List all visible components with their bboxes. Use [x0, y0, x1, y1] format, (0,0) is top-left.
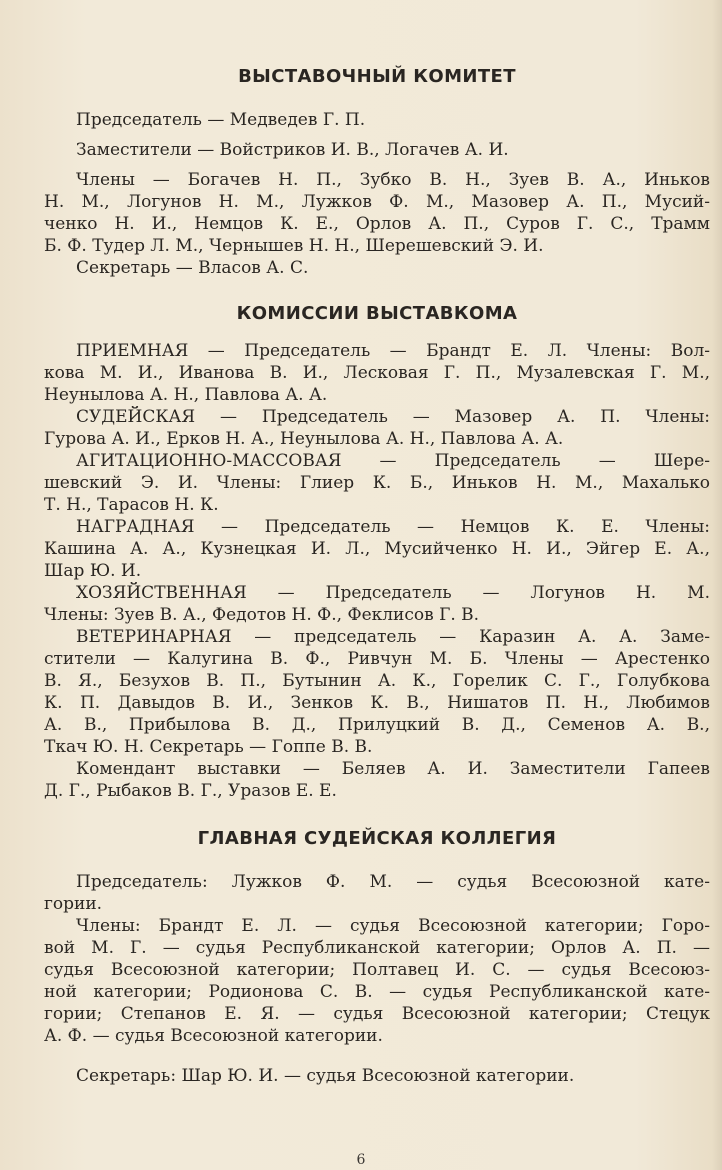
page-number: 6: [356, 1152, 366, 1168]
spacer: [44, 131, 710, 139]
commission-line-19: Ткач Ю. Н. Секретарь — Гоппе В. В.: [44, 737, 373, 757]
commission-line-18: А. В., Прибылова В. Д., Прилуцкий В. Д., Семенов А. В.,: [44, 715, 710, 735]
spacer: [44, 161, 710, 169]
commission-line-8: Т. Н., Тарасов Н. К.: [44, 495, 219, 515]
committee-chairman: Председатель — Медведев Г. П.: [76, 110, 366, 130]
judges-secretary: Секретарь: Шар Ю. И. — судья Всесоюзной категории.: [76, 1066, 575, 1086]
judges-line-3: Члены: Брандт Е. Л. — судья Всесоюзной категории; Горо-: [76, 916, 710, 936]
commission-line-2: кова М. И., Иванова В. И., Лесковая Г. П., Музалевская Г. М.,: [44, 363, 710, 383]
heading-exhibition-committee: ВЫСТАВОЧНЫЙ КОМИТЕТ: [238, 66, 516, 87]
judges-line-4: вой М. Г. — судья Республиканской категории; Орлов А. П. —: [44, 938, 710, 958]
commission-line-11: Шар Ю. И.: [44, 561, 142, 581]
spacer: [44, 1047, 710, 1065]
judges-line-1: Председатель: Лужков Ф. М. — судья Всесоюзной кате-: [76, 872, 710, 892]
heading-chief-judges-board: ГЛАВНАЯ СУДЕЙСКАЯ КОЛЛЕГИЯ: [197, 828, 557, 849]
committee-members-line-1: Члены — Богачев Н. П., Зубко В. Н., Зуев В. А., Иньков: [76, 170, 710, 190]
commission-line-14: ВЕТЕРИНАРНАЯ — председатель — Каразин А. А. Заме-: [76, 627, 710, 647]
commission-line-7: шевский Э. И. Члены: Глиер К. Б., Иньков Н. М., Махалько: [44, 473, 710, 493]
committee-secretary: Секретарь — Власов А. С.: [76, 258, 309, 278]
commission-line-16: В. Я., Безухов В. П., Бутынин А. К., Горелик С. Г., Голубкова: [44, 671, 710, 691]
page-edge-shadow: [712, 0, 722, 1170]
commission-line-10: Кашина А. А., Кузнецкая И. Л., Мусийченко Н. И., Эйгер Е. А.,: [44, 539, 710, 559]
commission-line-5: Гурова А. И., Ерков Н. А., Неунылова А. Н., Павлова А. А.: [44, 429, 564, 449]
commission-line-6: АГИТАЦИОННО-МАССОВАЯ — Председатель — Шере-: [76, 451, 710, 471]
judges-line-6: ной категории; Родионова С. В. — судья Республиканской кате-: [44, 982, 710, 1002]
commission-line-17: К. П. Давыдов В. И., Зенков К. В., Нишатов П. Н., Любимов: [44, 693, 710, 713]
committee-members-line-2: Н. М., Логунов Н. М., Лужков Ф. М., Мазовер А. П., Мусий-: [44, 192, 710, 212]
judges-line-7: гории; Степанов Е. Я. — судья Всесоюзной категории; Стецук: [44, 1004, 710, 1024]
heading-commissions: КОМИССИИ ВЫСТАВКОМА: [236, 303, 518, 324]
commission-line-9: НАГРАДНАЯ — Председатель — Немцов К. Е. Члены:: [76, 517, 710, 537]
commission-line-13: Члены: Зуев В. А., Федотов Н. Ф., Феклисов Г. В.: [44, 605, 480, 625]
commission-line-15: стители — Калугина В. Ф., Ривчун М. Б. Члены — Арестенко: [44, 649, 710, 669]
commission-line-3: Неунылова А. Н., Павлова А. А.: [44, 385, 328, 405]
committee-deputies: Заместители — Войстриков И. В., Логачев А. И.: [76, 140, 509, 160]
commission-line-4: СУДЕЙСКАЯ — Председатель — Мазовер А. П. Члены:: [76, 407, 710, 427]
commission-line-1: ПРИЕМНАЯ — Председатель — Брандт Е. Л. Члены: Вол-: [76, 341, 710, 361]
commission-line-20: Комендант выставки — Беляев А. И. Заместители Гапеев: [76, 759, 710, 779]
commission-line-12: ХОЗЯЙСТВЕННАЯ — Председатель — Логунов Н. М.: [76, 583, 710, 603]
commission-line-21: Д. Г., Рыбаков В. Г., Уразов Е. Е.: [44, 781, 337, 801]
committee-members-line-3: ченко Н. И., Немцов К. Е., Орлов А. П., Суров Г. С., Трамм: [44, 214, 710, 234]
judges-line-2: гории.: [44, 894, 103, 914]
committee-members-line-4: Б. Ф. Тудер Л. М., Чернышев Н. Н., Шерешевский Э. И.: [44, 236, 544, 256]
judges-line-8: А. Ф. — судья Всесоюзной категории.: [44, 1026, 383, 1046]
judges-line-5: судья Всесоюзной категории; Полтавец И. С. — судья Всесоюз-: [44, 960, 710, 980]
